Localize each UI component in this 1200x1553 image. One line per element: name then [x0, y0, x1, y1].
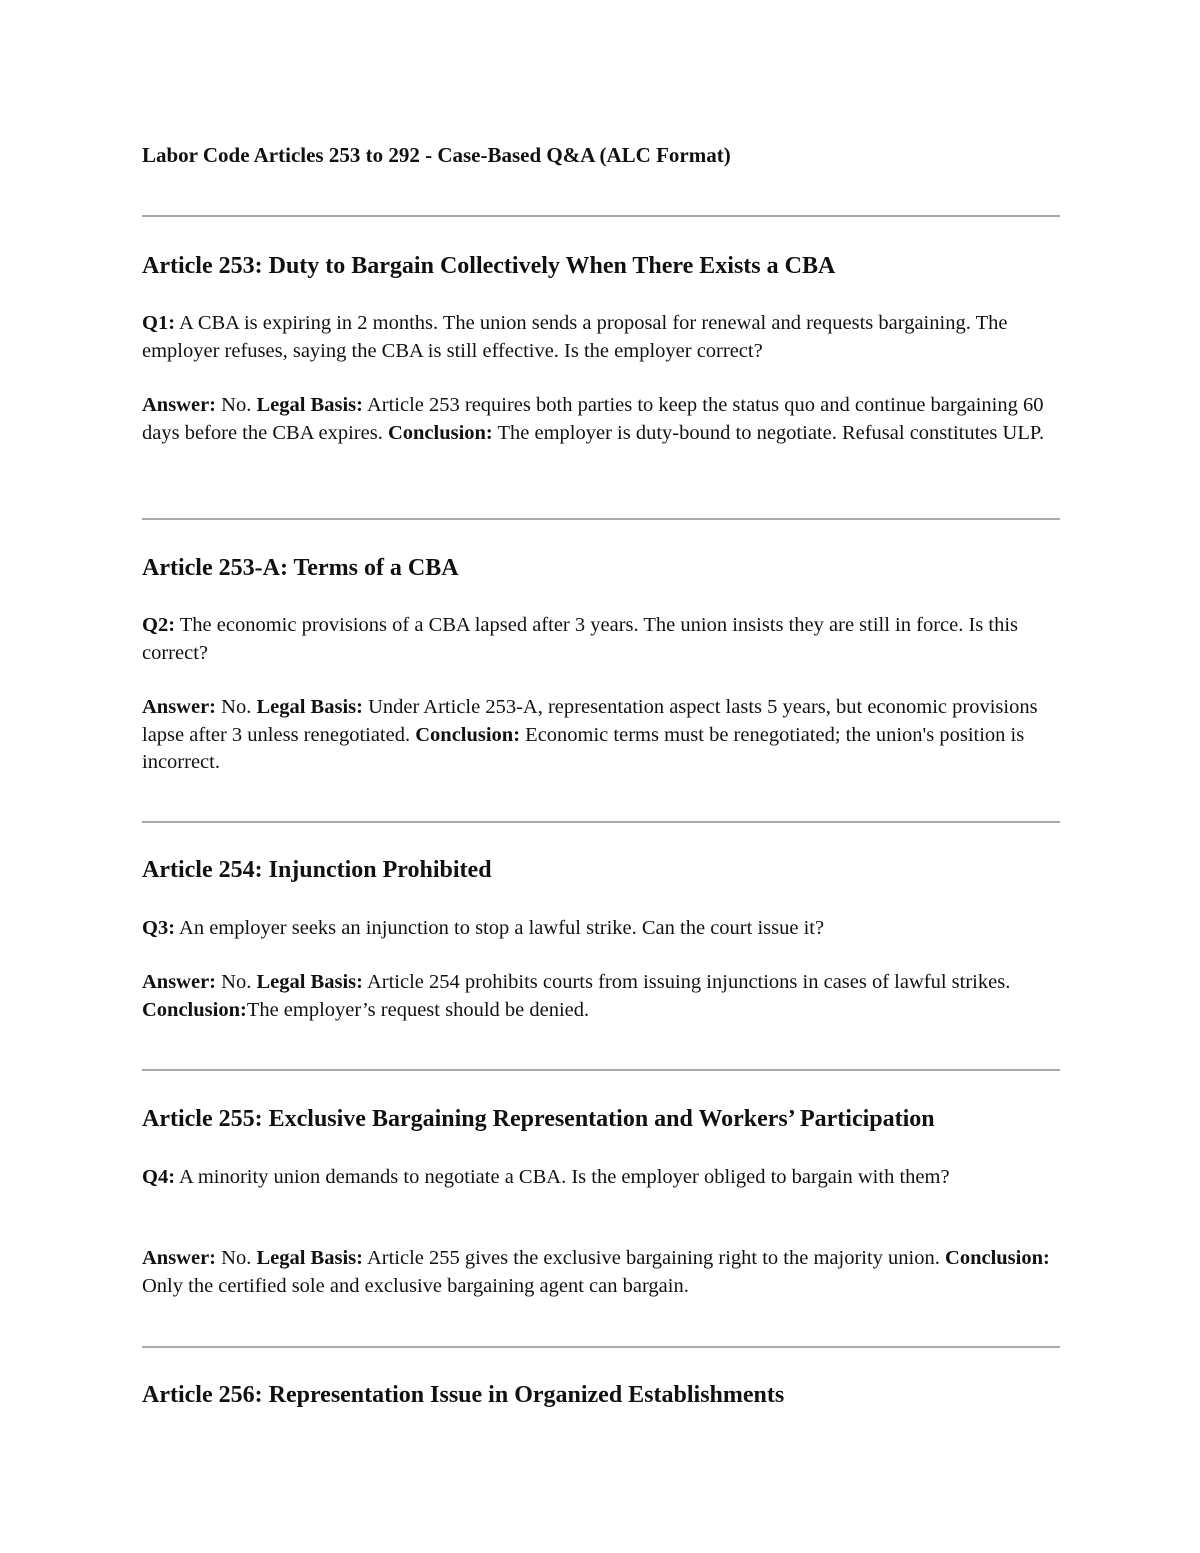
q1-label: Q1: [142, 312, 176, 334]
conclusion-label: Conclusion: [142, 998, 247, 1021]
answer-text: No. [216, 394, 257, 416]
legal-basis-text: Article 253 requires both parties to keep the status quo and continue bargaining 60 days before the CBA expires. [142, 394, 1044, 444]
section-divider [142, 1069, 1060, 1071]
legal-basis-text: Article 255 gives the exclusive bargaining right to the majority union. [362, 1247, 946, 1269]
article-253-heading: Article 253: Duty to Bargain Collectively When There Exists a CBA [142, 253, 836, 279]
answer-text: No. [216, 971, 257, 993]
q4-label: Q4: [142, 1166, 176, 1188]
article-254-heading: Article 254: Injunction Prohibited [142, 857, 492, 883]
q2-question [142, 612, 1052, 667]
article-255-heading: Article 255: Exclusive Bargaining Representation and Workers’ Participation [142, 1106, 935, 1132]
q3-question [142, 915, 1052, 943]
q2-label: Q2: [142, 614, 176, 636]
answer-text: No. [216, 1247, 257, 1269]
answer-label: Answer: [142, 971, 217, 993]
section-divider [142, 1346, 1060, 1348]
conclusion-text: Only the certified sole and exclusive bargaining agent can bargain. [142, 1274, 689, 1297]
conclusion-text: Economic terms must be renegotiated; the union's position is incorrect. [142, 723, 1025, 773]
section-divider [142, 821, 1060, 823]
legal-basis-text: Under Article 253-A, representation aspect lasts 5 years, but economic provisions lapse after 3 unless renegotiated. [142, 696, 1038, 746]
conclusion-text: The employer’s request should be denied. [246, 998, 590, 1021]
document-title: Labor Code Articles 253 to 292 - Case-Based Q&A (ALC Format) [142, 143, 731, 167]
conclusion-text: The employer is duty-bound to negotiate. Refusal constitutes ULP. [492, 421, 1045, 444]
legal-basis-label: Legal Basis: [256, 971, 363, 993]
q3-label: Q3: [142, 917, 176, 939]
legal-basis-text: Article 254 prohibits courts from issuing injunctions in cases of lawful strikes. [362, 971, 1011, 993]
section-divider [142, 215, 1060, 217]
q2-text: The economic provisions of a CBA lapsed after 3 years. The union insists they are still in force. Is this correct? [142, 614, 1019, 664]
q1-answer [142, 392, 1052, 447]
q4-text: A minority union demands to negotiate a CBA. Is the employer obliged to bargain with them? [175, 1166, 950, 1188]
q4-answer [142, 1245, 1052, 1300]
conclusion-label: Conclusion: [415, 723, 521, 746]
q2-answer [142, 694, 1052, 777]
q3-text: An employer seeks an injunction to stop a lawful strike. Can the court issue it? [175, 917, 825, 939]
q1-question [142, 310, 1052, 365]
conclusion-label: Conclusion: [945, 1247, 1050, 1269]
section-divider [142, 518, 1060, 520]
answer-label: Answer: [142, 1247, 217, 1269]
conclusion-label: Conclusion: [387, 421, 493, 444]
legal-basis-label: Legal Basis: [256, 394, 363, 416]
legal-basis-label: Legal Basis: [256, 696, 363, 718]
q1-text: A CBA is expiring in 2 months. The union sends a proposal for renewal and requests bargaining. The employer refuses, saying the CBA is still effective. Is the employer correct? [142, 312, 1008, 362]
answer-text: No. [216, 696, 257, 718]
q3-answer [142, 969, 1052, 1024]
article-256-heading: Article 256: Representation Issue in Organized Establishments [142, 1382, 785, 1408]
legal-basis-label: Legal Basis: [256, 1247, 363, 1269]
q4-question [142, 1164, 1052, 1192]
answer-label: Answer: [142, 696, 217, 718]
article-253a-heading: Article 253-A: Terms of a CBA [142, 555, 459, 581]
answer-label: Answer: [142, 394, 217, 416]
